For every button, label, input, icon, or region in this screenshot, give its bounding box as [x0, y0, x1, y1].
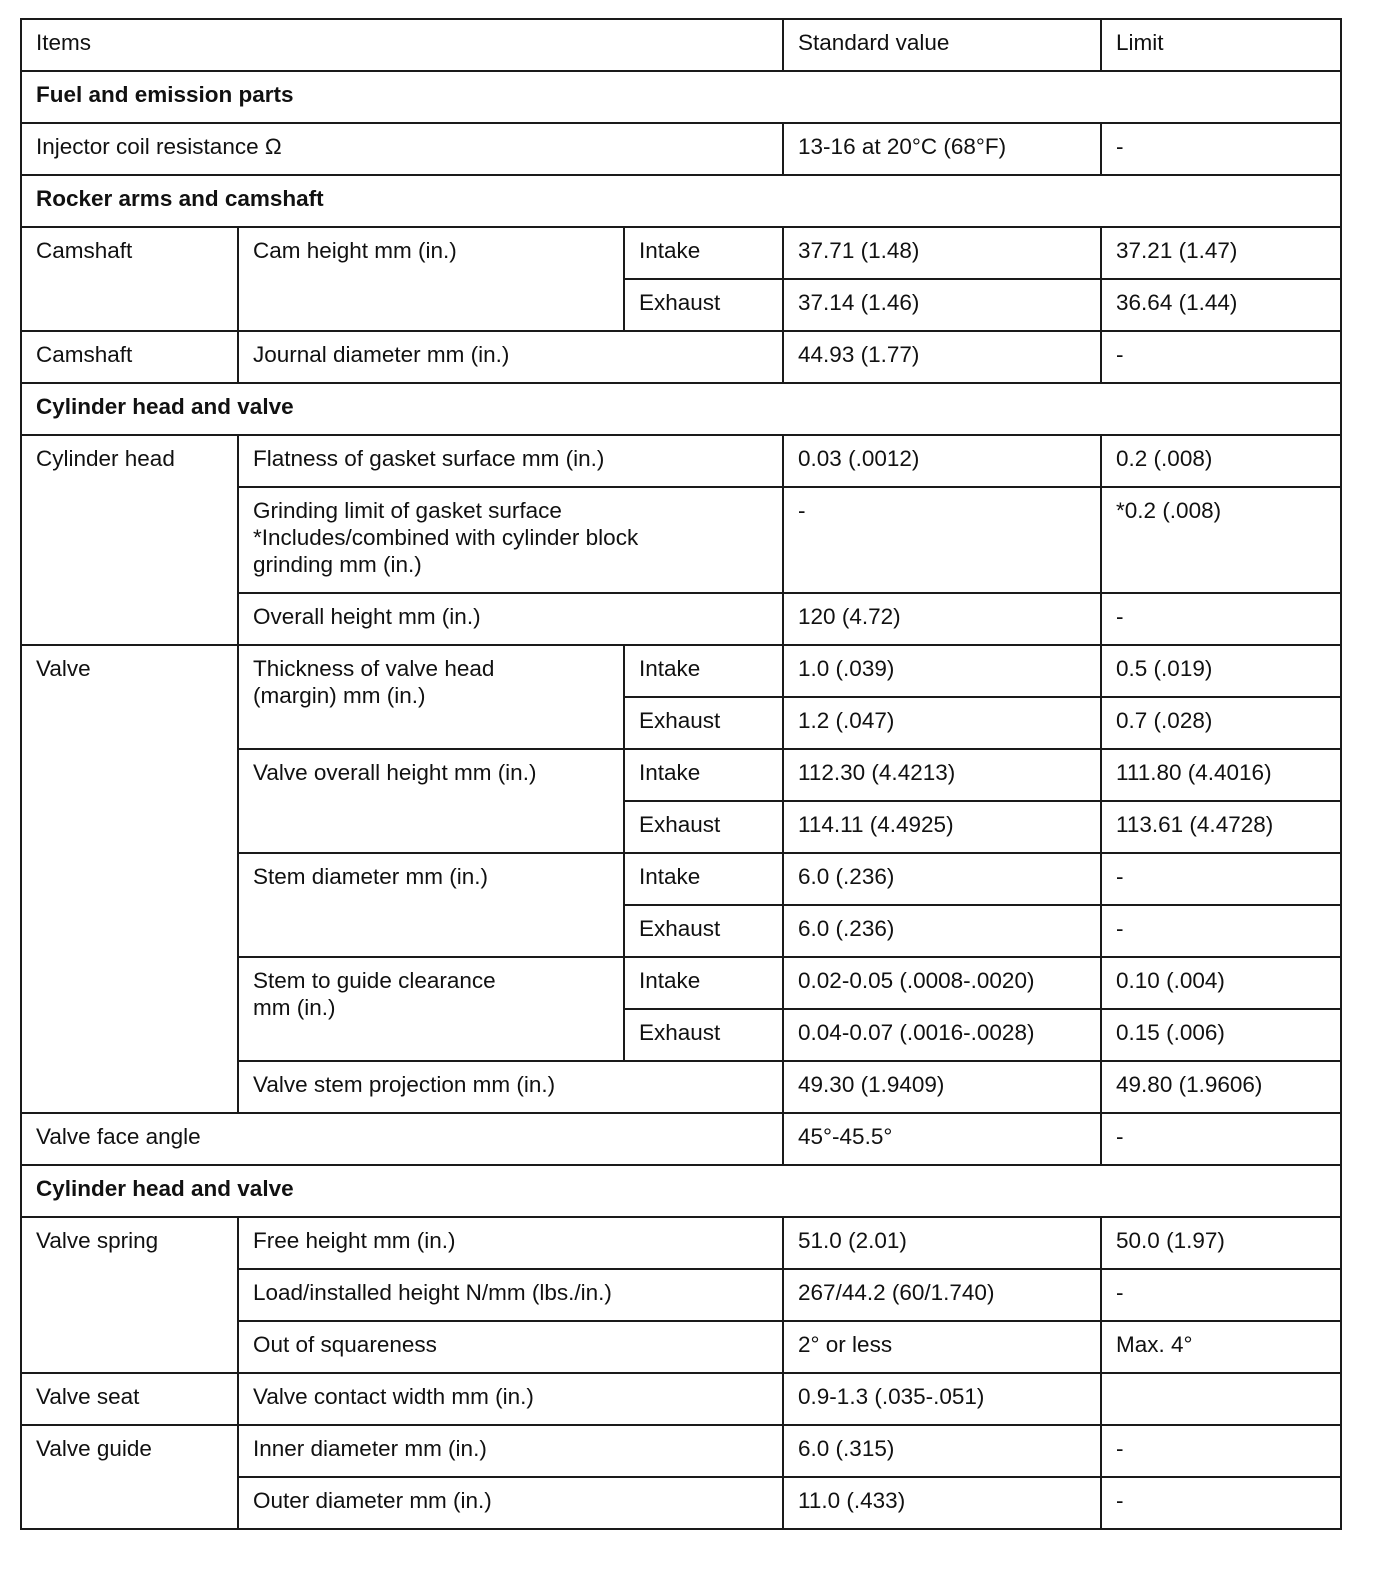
- header-limit: Limit: [1101, 19, 1341, 71]
- table-row: [21, 1113, 1341, 1165]
- head-overall-item: Overall height mm (in.): [238, 593, 783, 645]
- load-limit: -: [1101, 1269, 1341, 1321]
- valve-overall-intake-label: Intake: [624, 749, 783, 801]
- head-overall-limit: -: [1101, 593, 1341, 645]
- projection-item: Valve stem projection mm (in.): [238, 1061, 783, 1113]
- squareness-limit: Max. 4°: [1101, 1321, 1341, 1373]
- table-row: [21, 123, 1341, 175]
- injector-standard: 13-16 at 20°C (68°F): [783, 123, 1101, 175]
- clearance-exhaust-limit: 0.15 (.006): [1101, 1009, 1341, 1061]
- valve-overall-exhaust-standard: 114.11 (4.4925): [783, 801, 1101, 853]
- valve-overall-exhaust-label: Exhaust: [624, 801, 783, 853]
- cam-exhaust-label: Exhaust: [624, 279, 783, 331]
- face-angle-limit: -: [1101, 1113, 1341, 1165]
- cam-intake-standard: 37.71 (1.48): [783, 227, 1101, 279]
- section-fuel-heading: Fuel and emission parts: [21, 71, 1341, 123]
- table-row: [21, 227, 1341, 279]
- inner-diameter-standard: 6.0 (.315): [783, 1425, 1101, 1477]
- clearance-exhaust-label: Exhaust: [624, 1009, 783, 1061]
- table-row: [21, 435, 1341, 487]
- margin-intake-limit: 0.5 (.019): [1101, 645, 1341, 697]
- margin-exhaust-limit: 0.7 (.028): [1101, 697, 1341, 749]
- clearance-item: Stem to guide clearance mm (in.): [238, 957, 624, 1061]
- squareness-standard: 2° or less: [783, 1321, 1101, 1373]
- valve-overall-intake-standard: 112.30 (4.4213): [783, 749, 1101, 801]
- stem-exhaust-label: Exhaust: [624, 905, 783, 957]
- header-items: Items: [21, 19, 783, 71]
- cam-height-item: Cam height mm (in.): [238, 227, 624, 331]
- flatness-limit: 0.2 (.008): [1101, 435, 1341, 487]
- section-rocker-heading: Rocker arms and camshaft: [21, 175, 1341, 227]
- cam-intake-limit: 37.21 (1.47): [1101, 227, 1341, 279]
- table-row: [21, 1425, 1341, 1477]
- cam-exhaust-limit: 36.64 (1.44): [1101, 279, 1341, 331]
- valve-label: Valve: [21, 645, 238, 1113]
- section-cylinder-head-heading: Cylinder head and valve: [21, 383, 1341, 435]
- clearance-exhaust-standard: 0.04-0.07 (.0016-.0028): [783, 1009, 1101, 1061]
- margin-exhaust-label: Exhaust: [624, 697, 783, 749]
- stem-diameter-item: Stem diameter mm (in.): [238, 853, 624, 957]
- cam-exhaust-standard: 37.14 (1.46): [783, 279, 1101, 331]
- margin-item: Thickness of valve head (margin) mm (in.): [238, 645, 624, 749]
- grinding-limit: *0.2 (.008): [1101, 487, 1341, 593]
- injector-item: Injector coil resistance Ω: [21, 123, 783, 175]
- table-row: [21, 331, 1341, 383]
- valve-spring-label: Valve spring: [21, 1217, 238, 1373]
- stem-intake-label: Intake: [624, 853, 783, 905]
- stem-exhaust-limit: -: [1101, 905, 1341, 957]
- table-row: [21, 1217, 1341, 1269]
- section-row: [21, 383, 1341, 435]
- face-angle-standard: 45°-45.5°: [783, 1113, 1101, 1165]
- clearance-intake-limit: 0.10 (.004): [1101, 957, 1341, 1009]
- projection-limit: 49.80 (1.9606): [1101, 1061, 1341, 1113]
- valve-overall-item: Valve overall height mm (in.): [238, 749, 624, 853]
- head-overall-standard: 120 (4.72): [783, 593, 1101, 645]
- flatness-item: Flatness of gasket surface mm (in.): [238, 435, 783, 487]
- stem-intake-standard: 6.0 (.236): [783, 853, 1101, 905]
- journal-item: Journal diameter mm (in.): [238, 331, 783, 383]
- header-standard-value: Standard value: [783, 19, 1101, 71]
- load-item: Load/installed height N/mm (lbs./in.): [238, 1269, 783, 1321]
- cylinder-head-label: Cylinder head: [21, 435, 238, 645]
- injector-limit: -: [1101, 123, 1341, 175]
- inner-diameter-item: Inner diameter mm (in.): [238, 1425, 783, 1477]
- table-row: [21, 1373, 1341, 1425]
- outer-diameter-standard: 11.0 (.433): [783, 1477, 1101, 1529]
- inner-diameter-limit: -: [1101, 1425, 1341, 1477]
- valve-seat-label: Valve seat: [21, 1373, 238, 1425]
- camshaft-journal-label: Camshaft: [21, 331, 238, 383]
- table-row: [21, 645, 1341, 697]
- face-angle-item: Valve face angle: [21, 1113, 783, 1165]
- spec-table: [20, 18, 1342, 1530]
- journal-limit: -: [1101, 331, 1341, 383]
- clearance-intake-label: Intake: [624, 957, 783, 1009]
- contact-width-standard: 0.9-1.3 (.035-.051): [783, 1373, 1101, 1425]
- contact-width-limit: [1101, 1373, 1341, 1425]
- cam-intake-label: Intake: [624, 227, 783, 279]
- margin-exhaust-standard: 1.2 (.047): [783, 697, 1101, 749]
- section-row: [21, 175, 1341, 227]
- outer-diameter-item: Outer diameter mm (in.): [238, 1477, 783, 1529]
- outer-diameter-limit: -: [1101, 1477, 1341, 1529]
- valve-guide-label: Valve guide: [21, 1425, 238, 1529]
- table-header-row: [21, 19, 1341, 71]
- grinding-item: Grinding limit of gasket surface *Includes/combined with cylinder block grinding mm (in.): [238, 487, 783, 593]
- flatness-standard: 0.03 (.0012): [783, 435, 1101, 487]
- stem-intake-limit: -: [1101, 853, 1341, 905]
- stem-exhaust-standard: 6.0 (.236): [783, 905, 1101, 957]
- margin-intake-standard: 1.0 (.039): [783, 645, 1101, 697]
- section-row: [21, 1165, 1341, 1217]
- free-height-limit: 50.0 (1.97): [1101, 1217, 1341, 1269]
- camshaft-label: Camshaft: [21, 227, 238, 331]
- margin-intake-label: Intake: [624, 645, 783, 697]
- contact-width-item: Valve contact width mm (in.): [238, 1373, 783, 1425]
- journal-standard: 44.93 (1.77): [783, 331, 1101, 383]
- section-row: [21, 71, 1341, 123]
- load-standard: 267/44.2 (60/1.740): [783, 1269, 1101, 1321]
- free-height-item: Free height mm (in.): [238, 1217, 783, 1269]
- valve-overall-exhaust-limit: 113.61 (4.4728): [1101, 801, 1341, 853]
- projection-standard: 49.30 (1.9409): [783, 1061, 1101, 1113]
- free-height-standard: 51.0 (2.01): [783, 1217, 1101, 1269]
- clearance-intake-standard: 0.02-0.05 (.0008-.0020): [783, 957, 1101, 1009]
- section-cylinder-head-heading-2: Cylinder head and valve: [21, 1165, 1341, 1217]
- valve-overall-intake-limit: 111.80 (4.4016): [1101, 749, 1341, 801]
- squareness-item: Out of squareness: [238, 1321, 783, 1373]
- grinding-standard: -: [783, 487, 1101, 593]
